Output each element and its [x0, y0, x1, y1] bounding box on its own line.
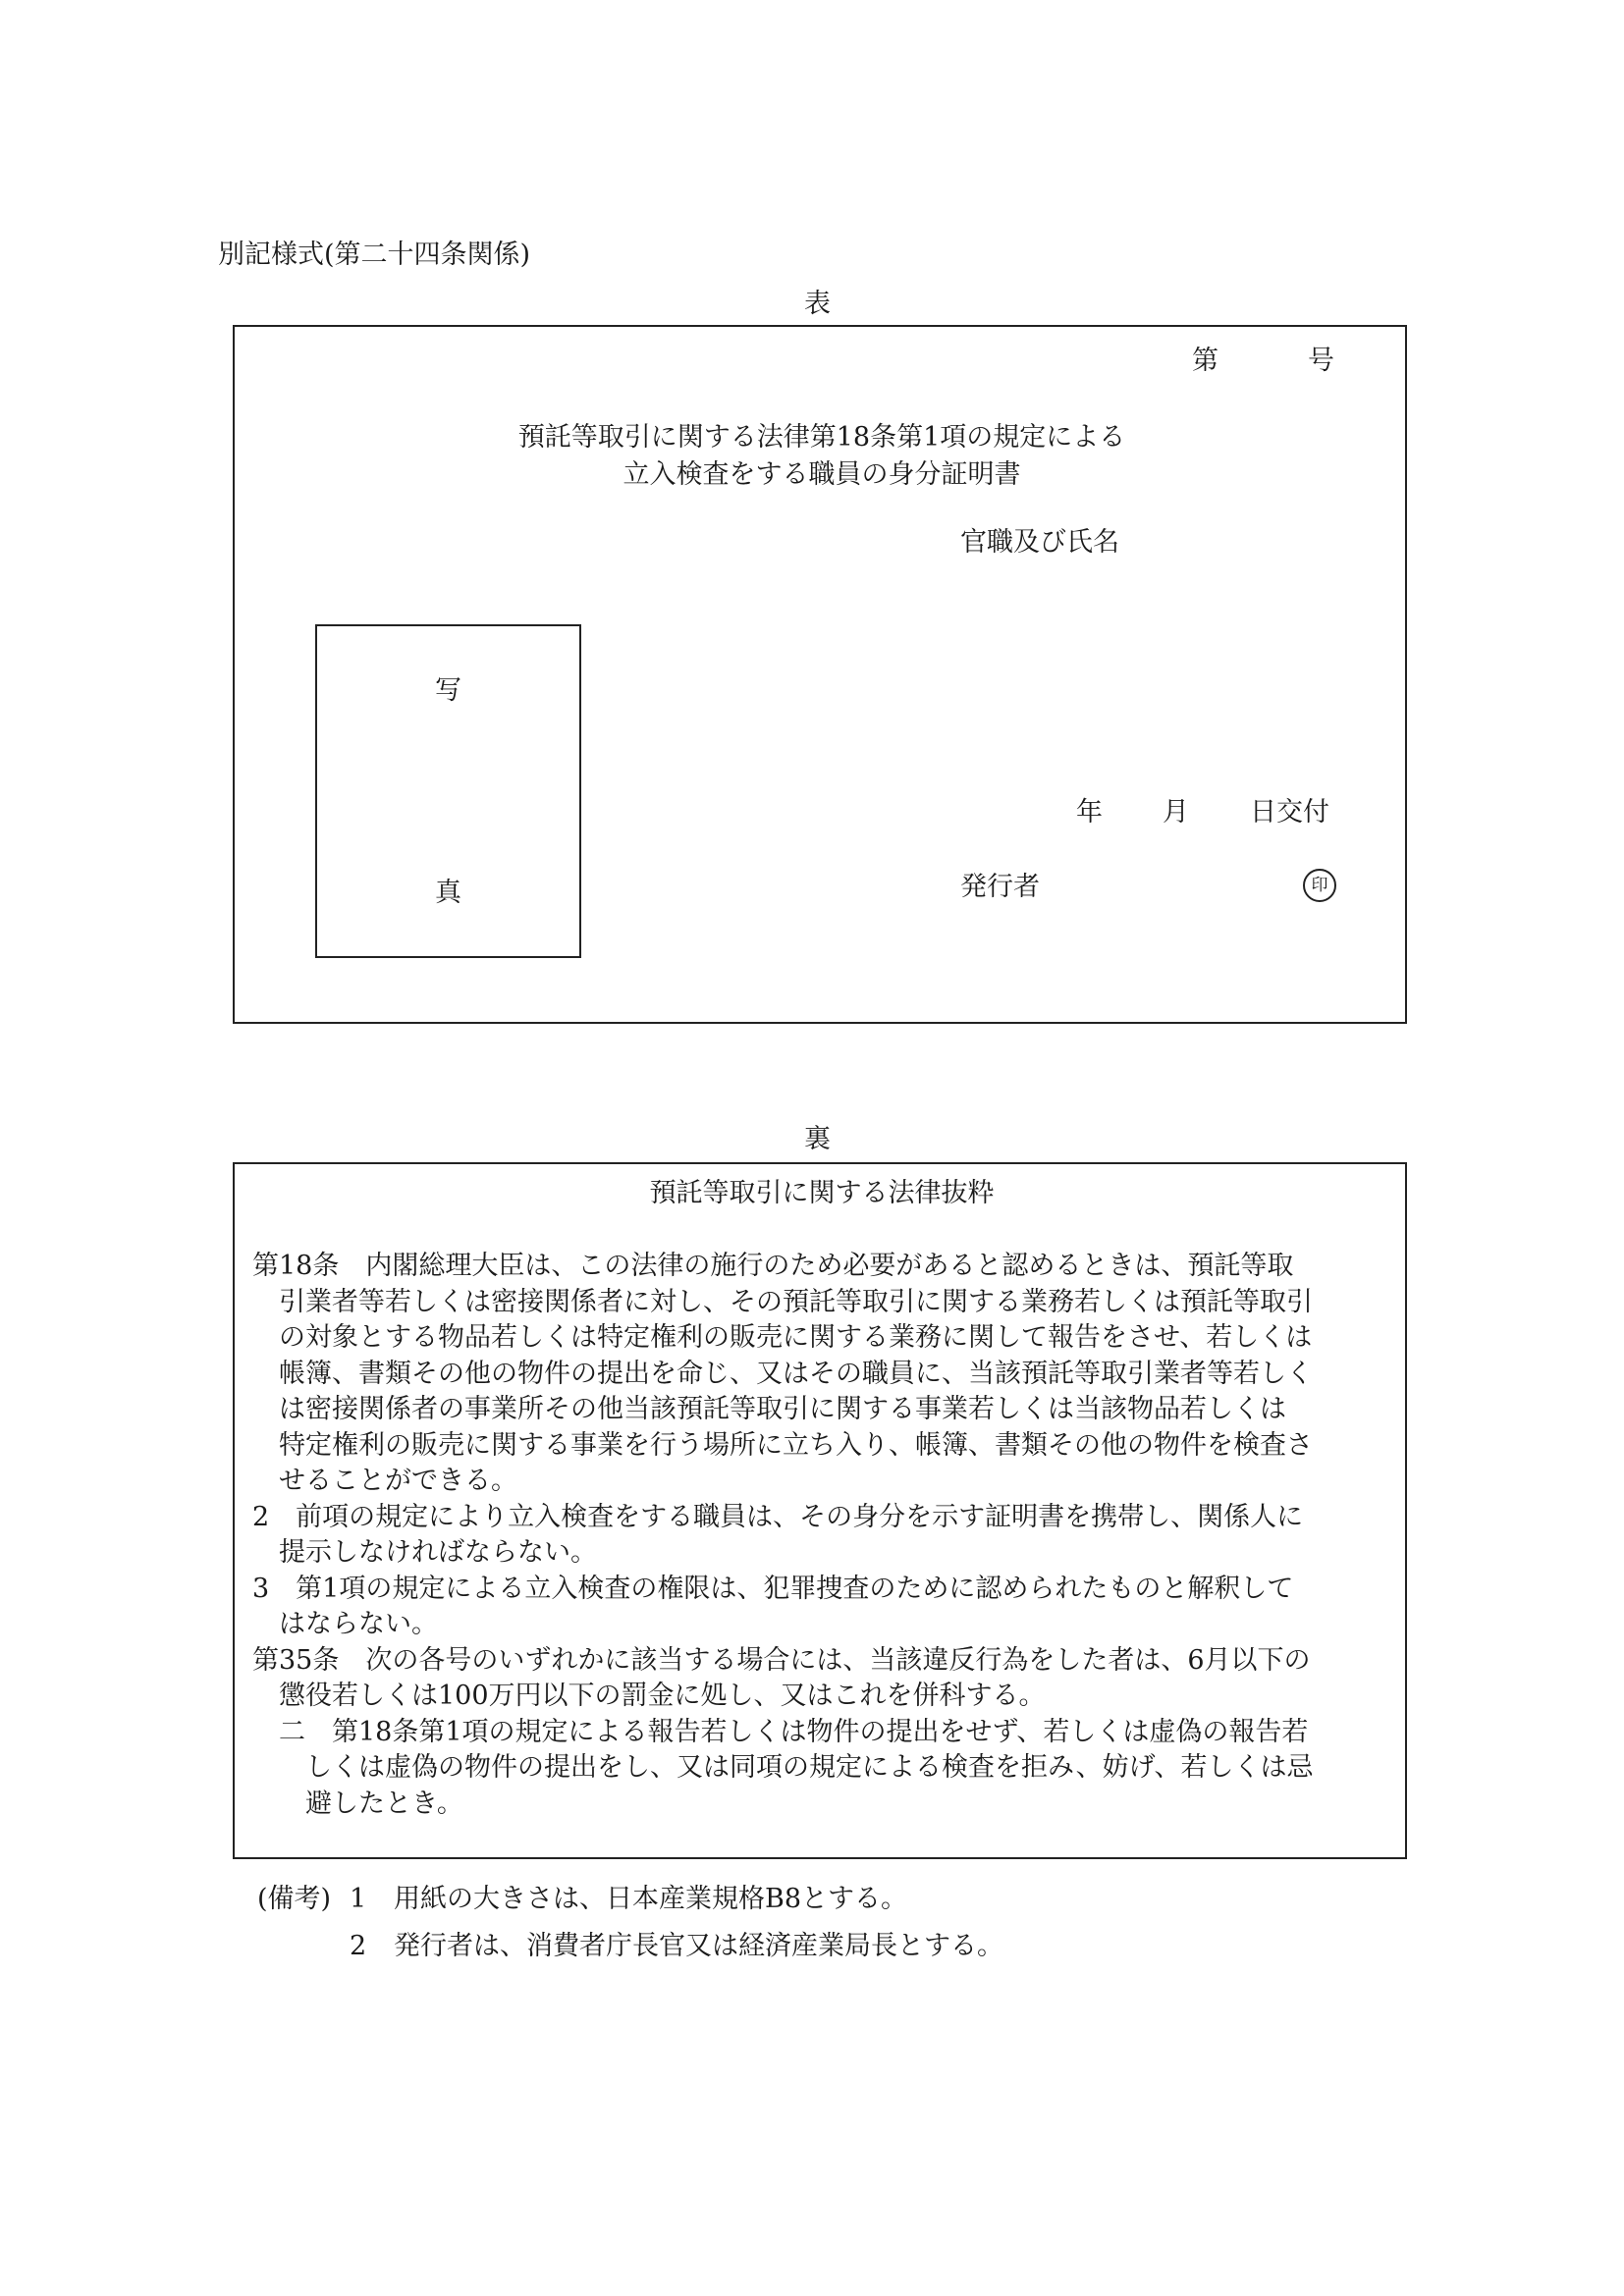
photo-label-top: 写	[435, 675, 461, 706]
number-prefix: 第	[1192, 346, 1218, 376]
law-line: 二 第18条第1項の規定による報告若しくは物件の提出をせず、若しくは虚偽の報告若	[279, 1716, 1309, 1747]
law-line: 特定権利の販売に関する事業を行う場所に立ち入り、帳簿、書類その他の物件を検査さ	[279, 1429, 1313, 1461]
law-line: はならない。	[279, 1609, 438, 1639]
issuer-label: 発行者	[960, 872, 1040, 902]
official-name-label: 官職及び氏名	[960, 527, 1119, 558]
law-line: 懲役若しくは100万円以下の罰金に処し、又はこれを併科する。	[279, 1681, 1046, 1711]
back-label: 裏	[804, 1124, 831, 1154]
law-line: 2 前項の規定により立入検査をする職員は、その身分を示す証明書を携帯し、関係人に	[252, 1501, 1304, 1532]
certificate-title-line1: 預託等取引に関する法律第18条第1項の規定による	[517, 422, 1126, 453]
law-line: は密接関係者の事業所その他当該預託等取引に関する事業若しくは当該物品若しくは	[279, 1394, 1286, 1424]
law-line: せることができる。	[279, 1466, 517, 1496]
date-year: 年	[1076, 797, 1103, 828]
law-line: 提示しなければならない。	[279, 1537, 597, 1568]
notes-label: (備考)	[257, 1884, 332, 1914]
photo-label-bottom: 真	[435, 878, 461, 908]
date-issued: 日交付	[1250, 797, 1329, 828]
front-card	[233, 325, 1407, 1024]
note-1-number: 1	[350, 1884, 367, 1914]
law-excerpt	[252, 1249, 1393, 1822]
date-month: 月	[1163, 797, 1189, 828]
note-1-text: 用紙の大きさは、日本産業規格B8とする。	[394, 1884, 908, 1914]
note-2-number: 2	[350, 1931, 367, 1961]
form-header: 別記様式(第二十四条関係)	[218, 240, 531, 270]
front-label: 表	[804, 289, 831, 319]
seal-mark: 印	[1303, 869, 1336, 902]
back-card	[233, 1162, 1407, 1859]
note-2-text: 発行者は、消費者庁長官又は経済産業局長とする。	[394, 1931, 1003, 1961]
law-line: 3 第1項の規定による立入検査の権限は、犯罪捜査のために認められたものと解釈して	[252, 1573, 1294, 1604]
law-line: 第35条 次の各号のいずれかに該当する場合には、当該違反行為をした者は、6月以下の	[252, 1644, 1311, 1676]
law-line: しくは虚偽の物件の提出をし、又は同項の規定による検査を拒み、妨げ、若しくは忌	[305, 1752, 1314, 1783]
number-suffix: 号	[1308, 346, 1334, 376]
certificate-title-line2: 立入検査をする職員の身分証明書	[623, 459, 1021, 490]
photo-box	[315, 624, 581, 958]
excerpt-title: 預託等取引に関する法律抜粋	[649, 1178, 995, 1208]
law-line: 避したとき。	[305, 1788, 463, 1819]
law-line: 引業者等若しくは密接関係者に対し、その預託等取引に関する業務若しくは預託等取引	[279, 1286, 1313, 1317]
law-line: の対象とする物品若しくは特定権利の販売に関する業務に関して報告をさせ、若しくは	[279, 1322, 1313, 1353]
law-line: 第18条 内閣総理大臣は、この法律の施行のため必要があると認めるときは、預託等取	[252, 1251, 1294, 1281]
law-line: 帳簿、書類その他の物件の提出を命じ、又はその職員に、当該預託等取引業者等若しく	[279, 1358, 1313, 1389]
